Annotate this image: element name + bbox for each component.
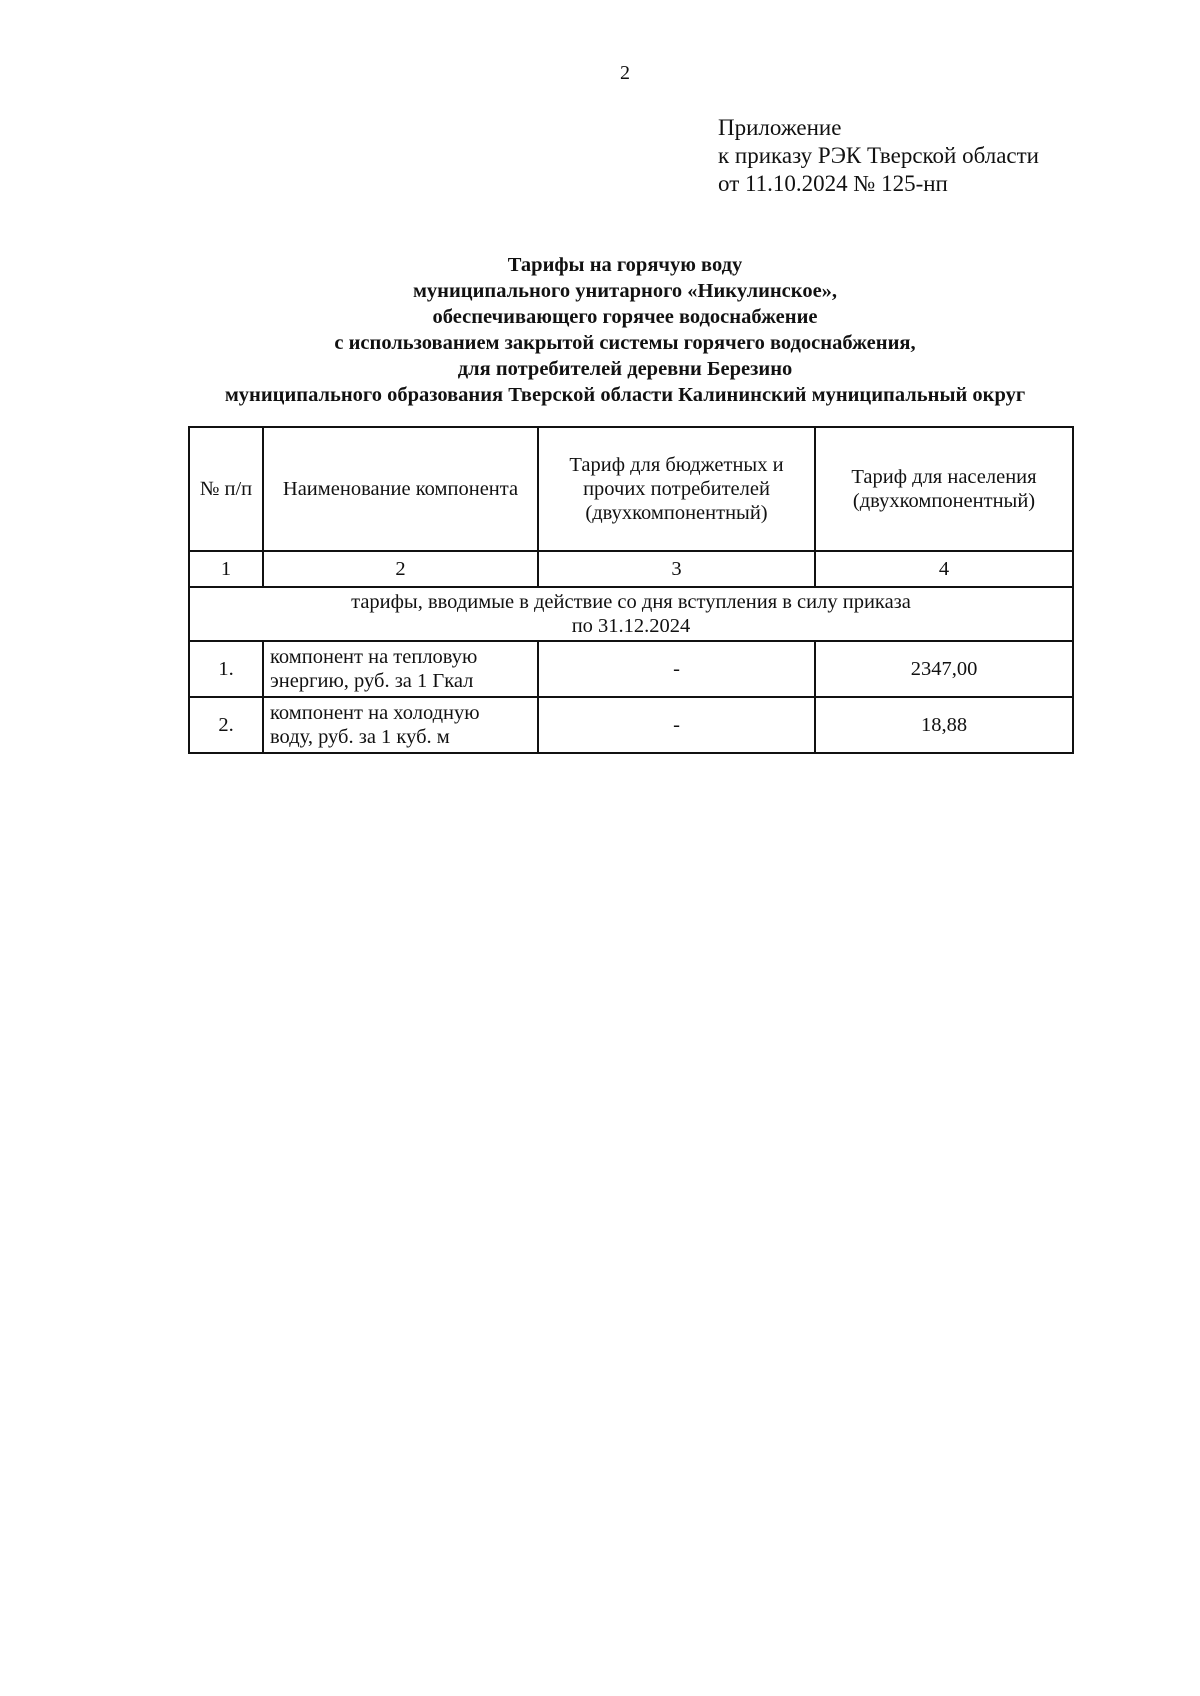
title-line: Тарифы на горячую воду bbox=[507, 254, 743, 276]
section-line: тарифы, вводимые в действие со дня вступления в силу приказа bbox=[351, 591, 911, 613]
component-name-line: компонент на холодную bbox=[270, 702, 480, 724]
title-line: с использованием закрытой системы горячего водоснабжения, bbox=[334, 332, 916, 354]
page-number: 2 bbox=[620, 62, 630, 84]
column-number-row bbox=[189, 551, 1073, 587]
title-line: муниципального унитарного «Никулинское», bbox=[412, 280, 838, 302]
budget-tariff-value: - bbox=[538, 641, 815, 697]
column-number: 2 bbox=[263, 551, 538, 587]
header-number: № п/п bbox=[189, 427, 263, 551]
tariff-table bbox=[188, 426, 1074, 754]
component-name-line: энергию, руб. за 1 Гкал bbox=[270, 670, 474, 692]
table-row bbox=[189, 641, 1073, 697]
document-title bbox=[100, 252, 1150, 408]
section-line: по 31.12.2024 bbox=[571, 615, 691, 637]
appendix-line: Приложение bbox=[718, 115, 842, 140]
component-name bbox=[263, 697, 538, 753]
header-budget-tariff: Тариф для бюджетных и прочих потребителей (двухкомпонентный) bbox=[538, 427, 815, 551]
component-name bbox=[263, 641, 538, 697]
column-number: 4 bbox=[815, 551, 1073, 587]
title-line: обеспечивающего горячее водоснабжение bbox=[432, 306, 818, 328]
budget-tariff-value: - bbox=[538, 697, 815, 753]
population-tariff-value: 2347,00 bbox=[815, 641, 1073, 697]
table-header-row bbox=[189, 427, 1073, 551]
appendix-line: к приказу РЭК Тверской области bbox=[718, 143, 1039, 168]
appendix-block bbox=[718, 114, 1039, 198]
header-component-name: Наименование компонента bbox=[263, 427, 538, 551]
section-heading bbox=[189, 587, 1073, 641]
title-line: для потребителей деревни Березино bbox=[457, 358, 793, 380]
row-number: 2. bbox=[189, 697, 263, 753]
row-number: 1. bbox=[189, 641, 263, 697]
column-number: 3 bbox=[538, 551, 815, 587]
population-tariff-value: 18,88 bbox=[815, 697, 1073, 753]
title-line: муниципального образования Тверской области Калининский муниципальный округ bbox=[224, 384, 1026, 406]
component-name-line: компонент на тепловую bbox=[270, 646, 478, 668]
appendix-line: от 11.10.2024 № 125-нп bbox=[718, 171, 948, 196]
section-row bbox=[189, 587, 1073, 641]
column-number: 1 bbox=[189, 551, 263, 587]
component-name-line: воду, руб. за 1 куб. м bbox=[270, 726, 450, 748]
header-population-tariff: Тариф для населения (двухкомпонентный) bbox=[815, 427, 1073, 551]
table-row bbox=[189, 697, 1073, 753]
